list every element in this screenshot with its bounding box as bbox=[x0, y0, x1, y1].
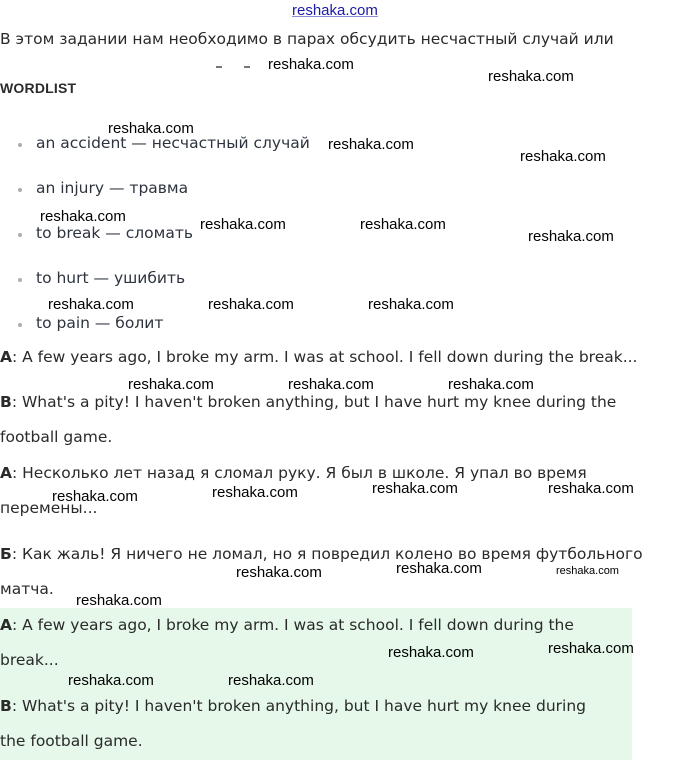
text-fragment bbox=[216, 66, 222, 68]
dialog-line-a-highlight bbox=[0, 608, 600, 678]
bullet-icon bbox=[18, 143, 22, 147]
bullet-icon bbox=[18, 233, 22, 237]
watermark: reshaka.com bbox=[520, 148, 606, 165]
watermark: reshaka.com bbox=[556, 565, 619, 577]
list-item-text: an accident — несчастный случай bbox=[36, 134, 310, 152]
watermark: reshaka.com bbox=[108, 120, 194, 137]
watermark: reshaka.com bbox=[368, 296, 454, 313]
watermark: reshaka.com bbox=[528, 228, 614, 245]
speaker-label: B bbox=[0, 697, 12, 715]
speaker-label: A bbox=[0, 616, 12, 634]
watermark: reshaka.com bbox=[396, 560, 482, 577]
dialog-line-b-en bbox=[0, 385, 650, 455]
dialog-text: : What's a pity! I haven't broken anything, but I have hurt my knee during the football game. bbox=[0, 697, 586, 750]
watermark: reshaka.com bbox=[268, 56, 354, 73]
dialog-text: : A few years ago, I broke my arm. I was at school. I fell down during the break... bbox=[0, 616, 574, 669]
dialog-text: : A few years ago, I broke my arm. I was at school. I fell down during the break... bbox=[12, 348, 638, 366]
dialog-text: : What's a pity! I haven't broken anything, but I have hurt my knee during the football game. bbox=[0, 393, 617, 446]
speaker-label: Б bbox=[0, 545, 12, 563]
watermark: reshaka.com bbox=[328, 136, 414, 153]
watermark: reshaka.com bbox=[488, 68, 574, 85]
bullet-icon bbox=[18, 278, 22, 282]
dialog-text: : Несколько лет назад я сломал руку. Я был в школе. Я упал во время перемены... bbox=[0, 464, 587, 517]
speaker-label: A bbox=[0, 348, 12, 366]
watermark: reshaka.com bbox=[228, 672, 314, 689]
watermark: reshaka.com bbox=[208, 296, 294, 313]
bullet-icon bbox=[18, 323, 22, 327]
watermark: reshaka.com bbox=[448, 376, 534, 393]
watermark: reshaka.com bbox=[48, 296, 134, 313]
list-item-text: an injury — травма bbox=[36, 179, 189, 197]
watermark: reshaka.com bbox=[52, 488, 138, 505]
watermark: reshaka.com bbox=[548, 480, 634, 497]
dialog-text: : Как жаль! Я ничего не ломал, но я повредил колено во время футбольного матча. bbox=[0, 545, 643, 598]
intro-text: В этом задании нам необходимо в парах обсудить несчастный случай или bbox=[0, 30, 614, 48]
list-item-text: to break — сломать bbox=[36, 224, 193, 242]
dialog-line-a-en bbox=[0, 340, 670, 375]
watermark: reshaka.com bbox=[200, 216, 286, 233]
watermark: reshaka.com bbox=[360, 216, 446, 233]
watermark: reshaka.com bbox=[68, 672, 154, 689]
speaker-label: А bbox=[0, 464, 12, 482]
speaker-label: B bbox=[0, 393, 12, 411]
watermark-link[interactable]: reshaka.com bbox=[292, 2, 378, 19]
list-item-text: to pain — болит bbox=[36, 314, 164, 332]
dialog-line-b-highlight bbox=[0, 689, 610, 759]
bullet-icon bbox=[18, 188, 22, 192]
watermark: reshaka.com bbox=[372, 480, 458, 497]
list-item-text: to hurt — ушибить bbox=[36, 269, 186, 287]
watermark: reshaka.com bbox=[76, 592, 162, 609]
watermark: reshaka.com bbox=[548, 640, 634, 657]
watermark: reshaka.com bbox=[40, 208, 126, 225]
text-fragment bbox=[244, 66, 250, 68]
watermark: reshaka.com bbox=[212, 484, 298, 501]
watermark: reshaka.com bbox=[288, 376, 374, 393]
wordlist-heading: WORDLIST bbox=[0, 80, 77, 96]
watermark: reshaka.com bbox=[128, 376, 214, 393]
watermark: reshaka.com bbox=[236, 564, 322, 581]
watermark: reshaka.com bbox=[388, 644, 474, 661]
